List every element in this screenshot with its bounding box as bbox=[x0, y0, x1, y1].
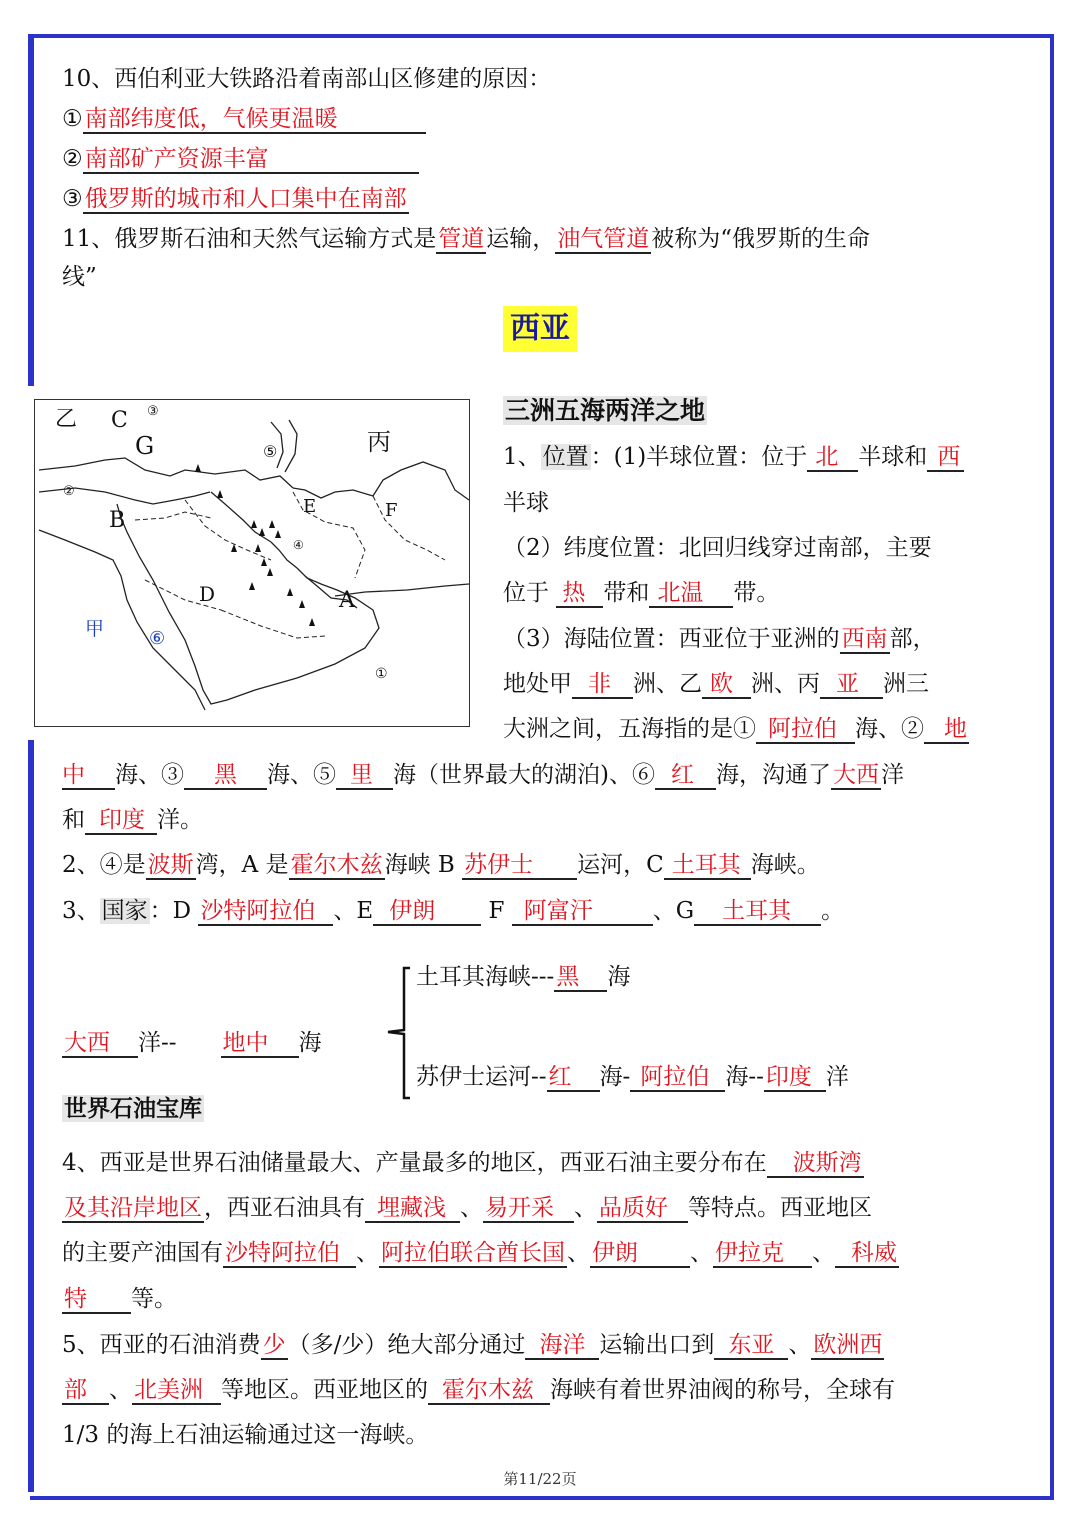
q1-line3: （2）纬度位置：北回归线穿过南部，主要 bbox=[503, 535, 932, 561]
q1-line6: 地处甲 非 洲、乙 欧 洲、丙 亚 洲三 bbox=[503, 671, 929, 697]
q11-line2: 线” bbox=[62, 264, 97, 290]
q1-line8: 中 海、③ 黑 海、⑤ 里 海（世界最大的湖泊)、⑥ 红 海，沟通了大西洋 bbox=[62, 762, 904, 788]
coast-turkey-north bbox=[39, 458, 293, 488]
q10-stem: 10、西伯利亚大铁路沿着南部山区修建的原因： bbox=[62, 66, 552, 92]
map-label-d: D bbox=[199, 582, 216, 606]
q10-item-2: ②南部矿产资源丰富 bbox=[62, 144, 419, 174]
page-number: 第11/22页 bbox=[503, 1470, 577, 1488]
q2: 2、④是波斯湾，A 是霍尔木兹海峡 B 苏伊士 运河，C 土耳其 海峡。 bbox=[62, 852, 820, 878]
q4-line3: 的主要产油国有沙特阿拉伯 、阿拉伯联合酋长国、伊朗 、伊拉克 、 科威 bbox=[62, 1240, 897, 1266]
map-circle-1: ① bbox=[375, 666, 388, 682]
route-brace bbox=[384, 966, 414, 1102]
map-outline bbox=[35, 400, 469, 726]
q4-line2: 及其沿岸地区，西亚石油具有 埋藏浅 、易开采 、品质好 等特点。西亚地区 bbox=[64, 1195, 872, 1221]
map-circle-6: ⑥ bbox=[149, 628, 166, 649]
map-circle-4: ④ bbox=[293, 538, 304, 552]
q3: 3、国家：D 沙特阿拉伯 、E 伊朗 F 阿富汗 、G 土耳其 。 bbox=[62, 898, 845, 924]
left-border-bottom bbox=[28, 740, 34, 1492]
border-4 bbox=[373, 496, 445, 560]
map-label-b: B bbox=[109, 508, 126, 533]
map-label-e: E bbox=[303, 496, 317, 517]
route-bottom: 苏伊士运河--红 海- 阿拉伯 海--印度 洋 bbox=[416, 1064, 849, 1090]
q1-line9: 和 印度 洋。 bbox=[62, 807, 203, 833]
map-label-g: G bbox=[135, 432, 155, 460]
q11-line1: 11、俄罗斯石油和天然气运输方式是管道运输，油气管道被称为“俄罗斯的生命 bbox=[62, 226, 871, 252]
q1-line4: 位于 热 带和 北温 带。 bbox=[503, 580, 780, 606]
coast-africa bbox=[39, 530, 205, 710]
map-label-yi: 乙 bbox=[55, 407, 78, 432]
q5-line2: 部 、北美洲 等地区。西亚地区的 霍尔木兹 海峡有着世界油阀的称号，全球有 bbox=[64, 1377, 895, 1403]
map-label-c: C bbox=[111, 408, 128, 433]
q10-item-3: ③俄罗斯的城市和人口集中在南部 bbox=[62, 186, 407, 212]
map-circle-3: ③ bbox=[147, 404, 159, 419]
q1-line2: 半球 bbox=[503, 490, 549, 516]
subtitle-oil: 世界石油宝库 bbox=[64, 1095, 202, 1122]
coast-north bbox=[293, 462, 469, 500]
left-border-top bbox=[28, 34, 34, 386]
q5-line1: 5、西亚的石油消费少（多/少）绝大部分通过 海洋 运输出口到 东亚 、欧洲西 bbox=[62, 1332, 883, 1358]
q10-item-1: ①南部纬度低，气候更温暖 bbox=[62, 104, 426, 134]
west-asia-map bbox=[34, 399, 470, 727]
map-circle-2: ② bbox=[63, 484, 75, 499]
section-title: 西亚 bbox=[503, 306, 577, 352]
route-left: 大西 洋-- 地中 海 bbox=[64, 1030, 322, 1056]
border-2 bbox=[135, 512, 211, 520]
route-top: 土耳其海峡---黑 海 bbox=[416, 964, 631, 990]
caspian-east bbox=[285, 420, 297, 472]
border-5 bbox=[221, 610, 325, 638]
map-label-bing: 丙 bbox=[367, 428, 391, 456]
q1-line7: 大洲之间，五海指的是① 阿拉伯 海、② 地 bbox=[503, 716, 967, 742]
map-circle-5: ⑤ bbox=[263, 442, 278, 461]
q4-line1: 4、西亚是世界石油储量最大、产量最多的地区，西亚石油主要分布在 波斯湾 bbox=[62, 1150, 862, 1176]
q5-line3: 1/3 的海上石油运输通过这一海峡。 bbox=[62, 1422, 429, 1448]
coast-iran-south bbox=[335, 584, 469, 596]
q1-line5: （3）海陆位置：西亚位于亚洲的西南部， bbox=[503, 626, 936, 652]
map-label-jia: 甲 bbox=[85, 618, 105, 640]
map-label-a: A bbox=[339, 588, 355, 613]
q4-line4: 特 等。 bbox=[64, 1286, 177, 1312]
q1-line1: 1、位置：(1)半球位置：位于 北 半球和 西 bbox=[503, 442, 964, 472]
map-label-f: F bbox=[385, 500, 398, 521]
subtitle-location: 三洲五海两洋之地 bbox=[505, 396, 706, 425]
